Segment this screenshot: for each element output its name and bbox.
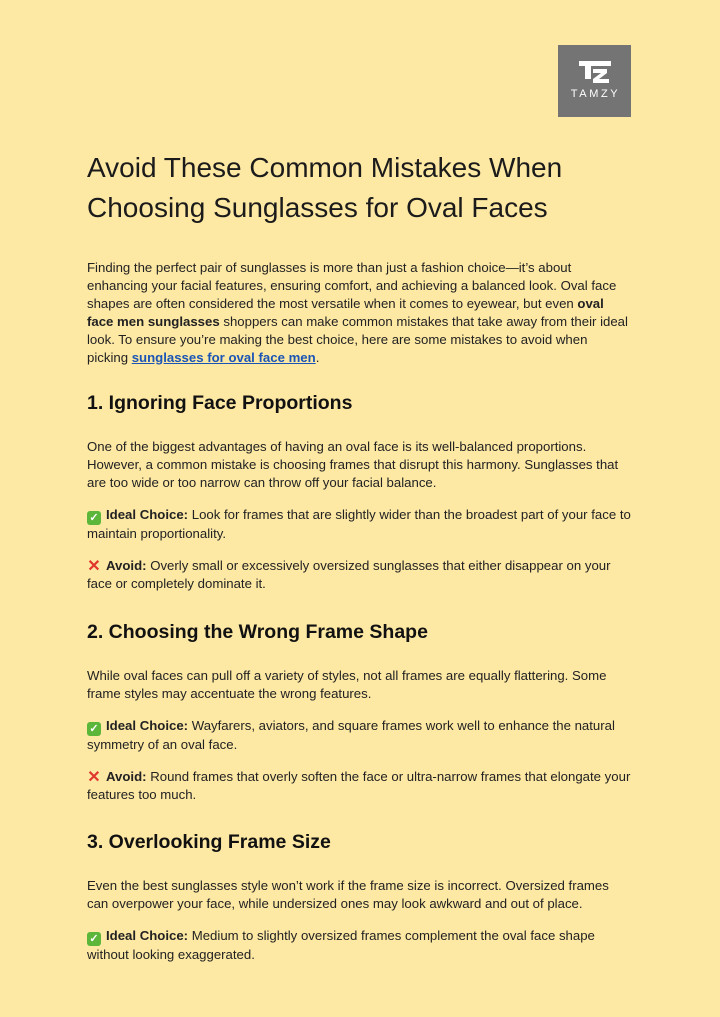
intro-text-3: . (315, 349, 320, 365)
intro-bold-keyword: oval face men sunglasses (87, 295, 604, 329)
intro-paragraph (87, 259, 632, 366)
logo-wordmark: TAMZY (570, 88, 621, 100)
cross-mark-icon: ✕ (87, 768, 101, 786)
avoid-label: Avoid: (106, 768, 147, 784)
avoid-text: Round frames that overly soften the face or ultra-narrow frames that elongate your features too much. (87, 768, 631, 802)
intro-text-2: shoppers can make common mistakes that take away from their ideal look. To ensure you’re making the best choice, here are some mistakes to avoid when picking (87, 313, 628, 365)
section-3-body: Even the best sunglasses style won’t work if the frame size is incorrect. Oversized frames can overpower your face, while undersized ones may look awkward and out of place. (87, 878, 609, 912)
check-mark-icon: ✓ (87, 722, 101, 736)
intro-text-1: Finding the perfect pair of sunglasses is more than just a fashion choice—it’s about enhancing your facial features, ensuring comfort, and achieving a balanced look. Oval face shapes are often considered the most versatile when it comes to eyewear, but even (87, 260, 617, 311)
ideal-label: Ideal Choice: (106, 717, 189, 733)
section-1-body: One of the biggest advantages of having an oval face is its well-balanced proportions. However, a common mistake is choosing frames that disrupt this harmony. Sunglasses that are too wide or too narrow can throw off your facial balance. (87, 439, 619, 491)
ideal-text: Look for frames that are slightly wider than the broadest part of your face to maintain proportionality. (87, 507, 631, 542)
avoid-text: Overly small or excessively oversized sunglasses that either disappear on your face or completely dominate it. (87, 558, 611, 591)
section-3-ideal (87, 927, 632, 964)
section-2-title: 2. Choosing the Wrong Frame Shape (87, 620, 428, 643)
brand-logo (558, 45, 631, 117)
avoid-label: Avoid: (106, 558, 147, 574)
cross-mark-icon: ✕ (87, 558, 101, 576)
section-2-body: While oval faces can pull off a variety of styles, not all frames are equally flattering. Some frame styles may accentuate the wrong features. (87, 667, 607, 701)
oval-face-sunglasses-link[interactable]: sunglasses for oval face men (131, 349, 316, 365)
section-3-title: 3. Overlooking Frame Size (87, 831, 331, 854)
check-mark-icon: ✓ (87, 932, 101, 946)
ideal-label: Ideal Choice: (106, 507, 189, 523)
section-1-title: 1. Ignoring Face Proportions (87, 392, 353, 415)
article (87, 148, 632, 964)
section-2-ideal (87, 717, 632, 754)
ideal-label: Ideal Choice: (106, 928, 189, 944)
section-1-ideal (87, 506, 632, 543)
ideal-text: Wayfarers, aviators, and square frames work well to enhance the natural symmetry of an oval face. (87, 717, 615, 752)
page-title: Avoid These Common Mistakes When Choosing Sunglasses for Oval Faces (87, 152, 563, 223)
section-1-avoid (87, 557, 632, 593)
ideal-text: Medium to slightly oversized frames complement the oval face shape without looking exaggerated. (87, 928, 595, 963)
tamzy-logo-mark-icon (577, 59, 613, 85)
section-2-avoid (87, 768, 632, 804)
check-mark-icon: ✓ (87, 511, 101, 525)
